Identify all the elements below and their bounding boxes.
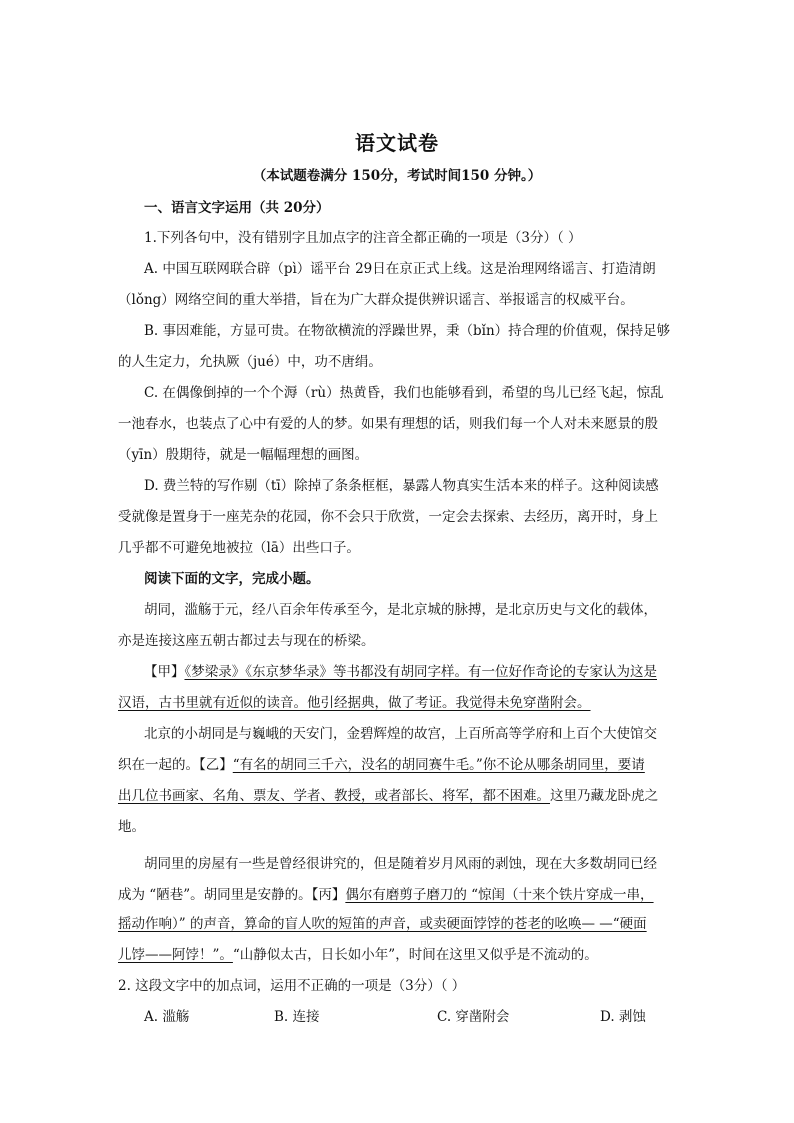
- text-before-yi: 织在一起的。【乙】: [118, 757, 233, 773]
- option-b-line-2: 的人生定力，允执厥（jué）中，功不唐绢。: [118, 354, 382, 370]
- reading-instruction: 阅读下面的文字，完成小题。: [144, 571, 320, 587]
- option-c-line-1: C. 在偶像倒掉的一个个溽（rù）热黄昏，我们也能够看到，希望的鸟儿已经飞起，惊乱: [144, 385, 664, 401]
- passage-p1-line-1: 胡同，滥觞于元，经八百余年传承至今，是北京城的脉搏，是北京历史与文化的载体，: [144, 602, 657, 618]
- q2-option-c: C. 穿凿附会: [437, 1009, 510, 1025]
- text-before-bing: 成为 “陋巷”。胡同里是安静的。【丙】: [118, 887, 346, 903]
- passage-p4-line-4: [118, 945, 598, 965]
- option-b-line-1: B. 事因难能，方显可贵。在物欲横流的浮躁世界，秉（bǐn）持合理的价值观，保持足够: [144, 323, 671, 339]
- option-a-line-2: （lǒng）网络空间的重大举措，旨在为广大群众提供辨识谣言、举报谣言的权威平台。: [118, 292, 634, 308]
- passage-p4-line-2: [118, 885, 654, 905]
- question-1-stem: 1.下列各句中，没有错别字且加点字的注音全都正确的一项是（3分）（ ）: [144, 230, 582, 246]
- passage-p2-line-1: [144, 662, 657, 682]
- q2-option-d: D. 剥蚀: [600, 1009, 646, 1025]
- passage-p4-line-1: 胡同里的房屋有一些是曾经很讲究的，但是随着岁月风雨的剥蚀，现在大多数胡同已经: [144, 856, 657, 872]
- passage-p3-line-1: 北京的小胡同是与巍峨的天安门，金碧辉煌的故宫，上百所高等学府和上百个大使馆交: [144, 726, 657, 742]
- passage-p3-line-2: [118, 755, 645, 775]
- passage-p2-line-2: 汉语，古书里就有近似的读音。他引经据典，做了考证。我觉得未免穿凿附会。: [118, 695, 591, 711]
- underlined-text-yi-2: 出几位书画家、名角、票友、学者、教授，或者部长、将军，都不困难。: [118, 788, 550, 804]
- underlined-text-jia: 《梦梁录》《东京梦华录》等书都没有胡同字样。有一位好作奇论的专家认为这是: [184, 664, 657, 680]
- underlined-text-yi: “有名的胡同三千六，没名的胡同赛牛毛。”你不论从哪条胡同里，要请: [232, 757, 645, 773]
- option-a-line-1: A. 中国互联网联合辟（pì）谣平台 29日在京正式上线。这是治理网络谣言、打造清朗: [144, 261, 656, 277]
- passage-p1-line-2: 亦是连接这座五朝古都过去与现在的桥梁。: [118, 633, 375, 649]
- q2-option-b: B. 连接: [274, 1009, 320, 1025]
- text-after-yi: 这里乃藏龙卧虎之: [550, 788, 658, 804]
- option-d-line-3: 几乎都不可避免地被拉（lā）出些口子。: [118, 540, 360, 556]
- passage-p4-line-3: 摇动作响）” 的声音，算命的盲人吹的短笛的声音，或卖硬面饽饽的苍老的吆唤— —“硬面: [118, 916, 647, 932]
- option-d-line-2: 受就像是置身于一座芜杂的花园，你不会只于欣赏，一定会去探索、去经历，离开时，身上: [118, 509, 658, 525]
- exam-note: （本试题卷满分 150分，考试时间150 分钟。）: [252, 168, 542, 184]
- option-c-line-2: 一池春水，也装点了心中有爱的人的梦。如果有理想的话，则我们每一个人对未来愿景的殷: [118, 416, 658, 432]
- underlined-text-bing: 偶尔有磨剪子磨刀的 “惊闺（十来个铁片穿成一串，: [345, 887, 654, 903]
- page-title: 语文试卷: [355, 131, 439, 155]
- passage-p3-line-4: 地。: [118, 819, 145, 835]
- section-heading: 一、语言文字运用（共 20分）: [144, 200, 330, 216]
- mark-jia: 【甲】: [144, 664, 185, 680]
- underlined-text-bing-end: 儿饽——阿饽！”。: [118, 947, 233, 963]
- q2-option-a: A. 滥觞: [144, 1009, 190, 1025]
- passage-p3-line-3: [118, 786, 658, 806]
- text-after-bing: “山静似太古，日长如小年”，时间在这里又似乎是不流动的。: [232, 947, 598, 963]
- option-d-line-1: D. 费兰特的写作剔（tī）除掉了条条框框，暴露人物真实生活本来的样子。这种阅读感: [144, 478, 659, 494]
- question-2-stem: 2. 这段文字中的加点词，运用不正确的一项是（3分）（ ）: [118, 978, 466, 994]
- option-c-line-3: （yīn）殷期待，就是一幅幅理想的画图。: [118, 447, 369, 463]
